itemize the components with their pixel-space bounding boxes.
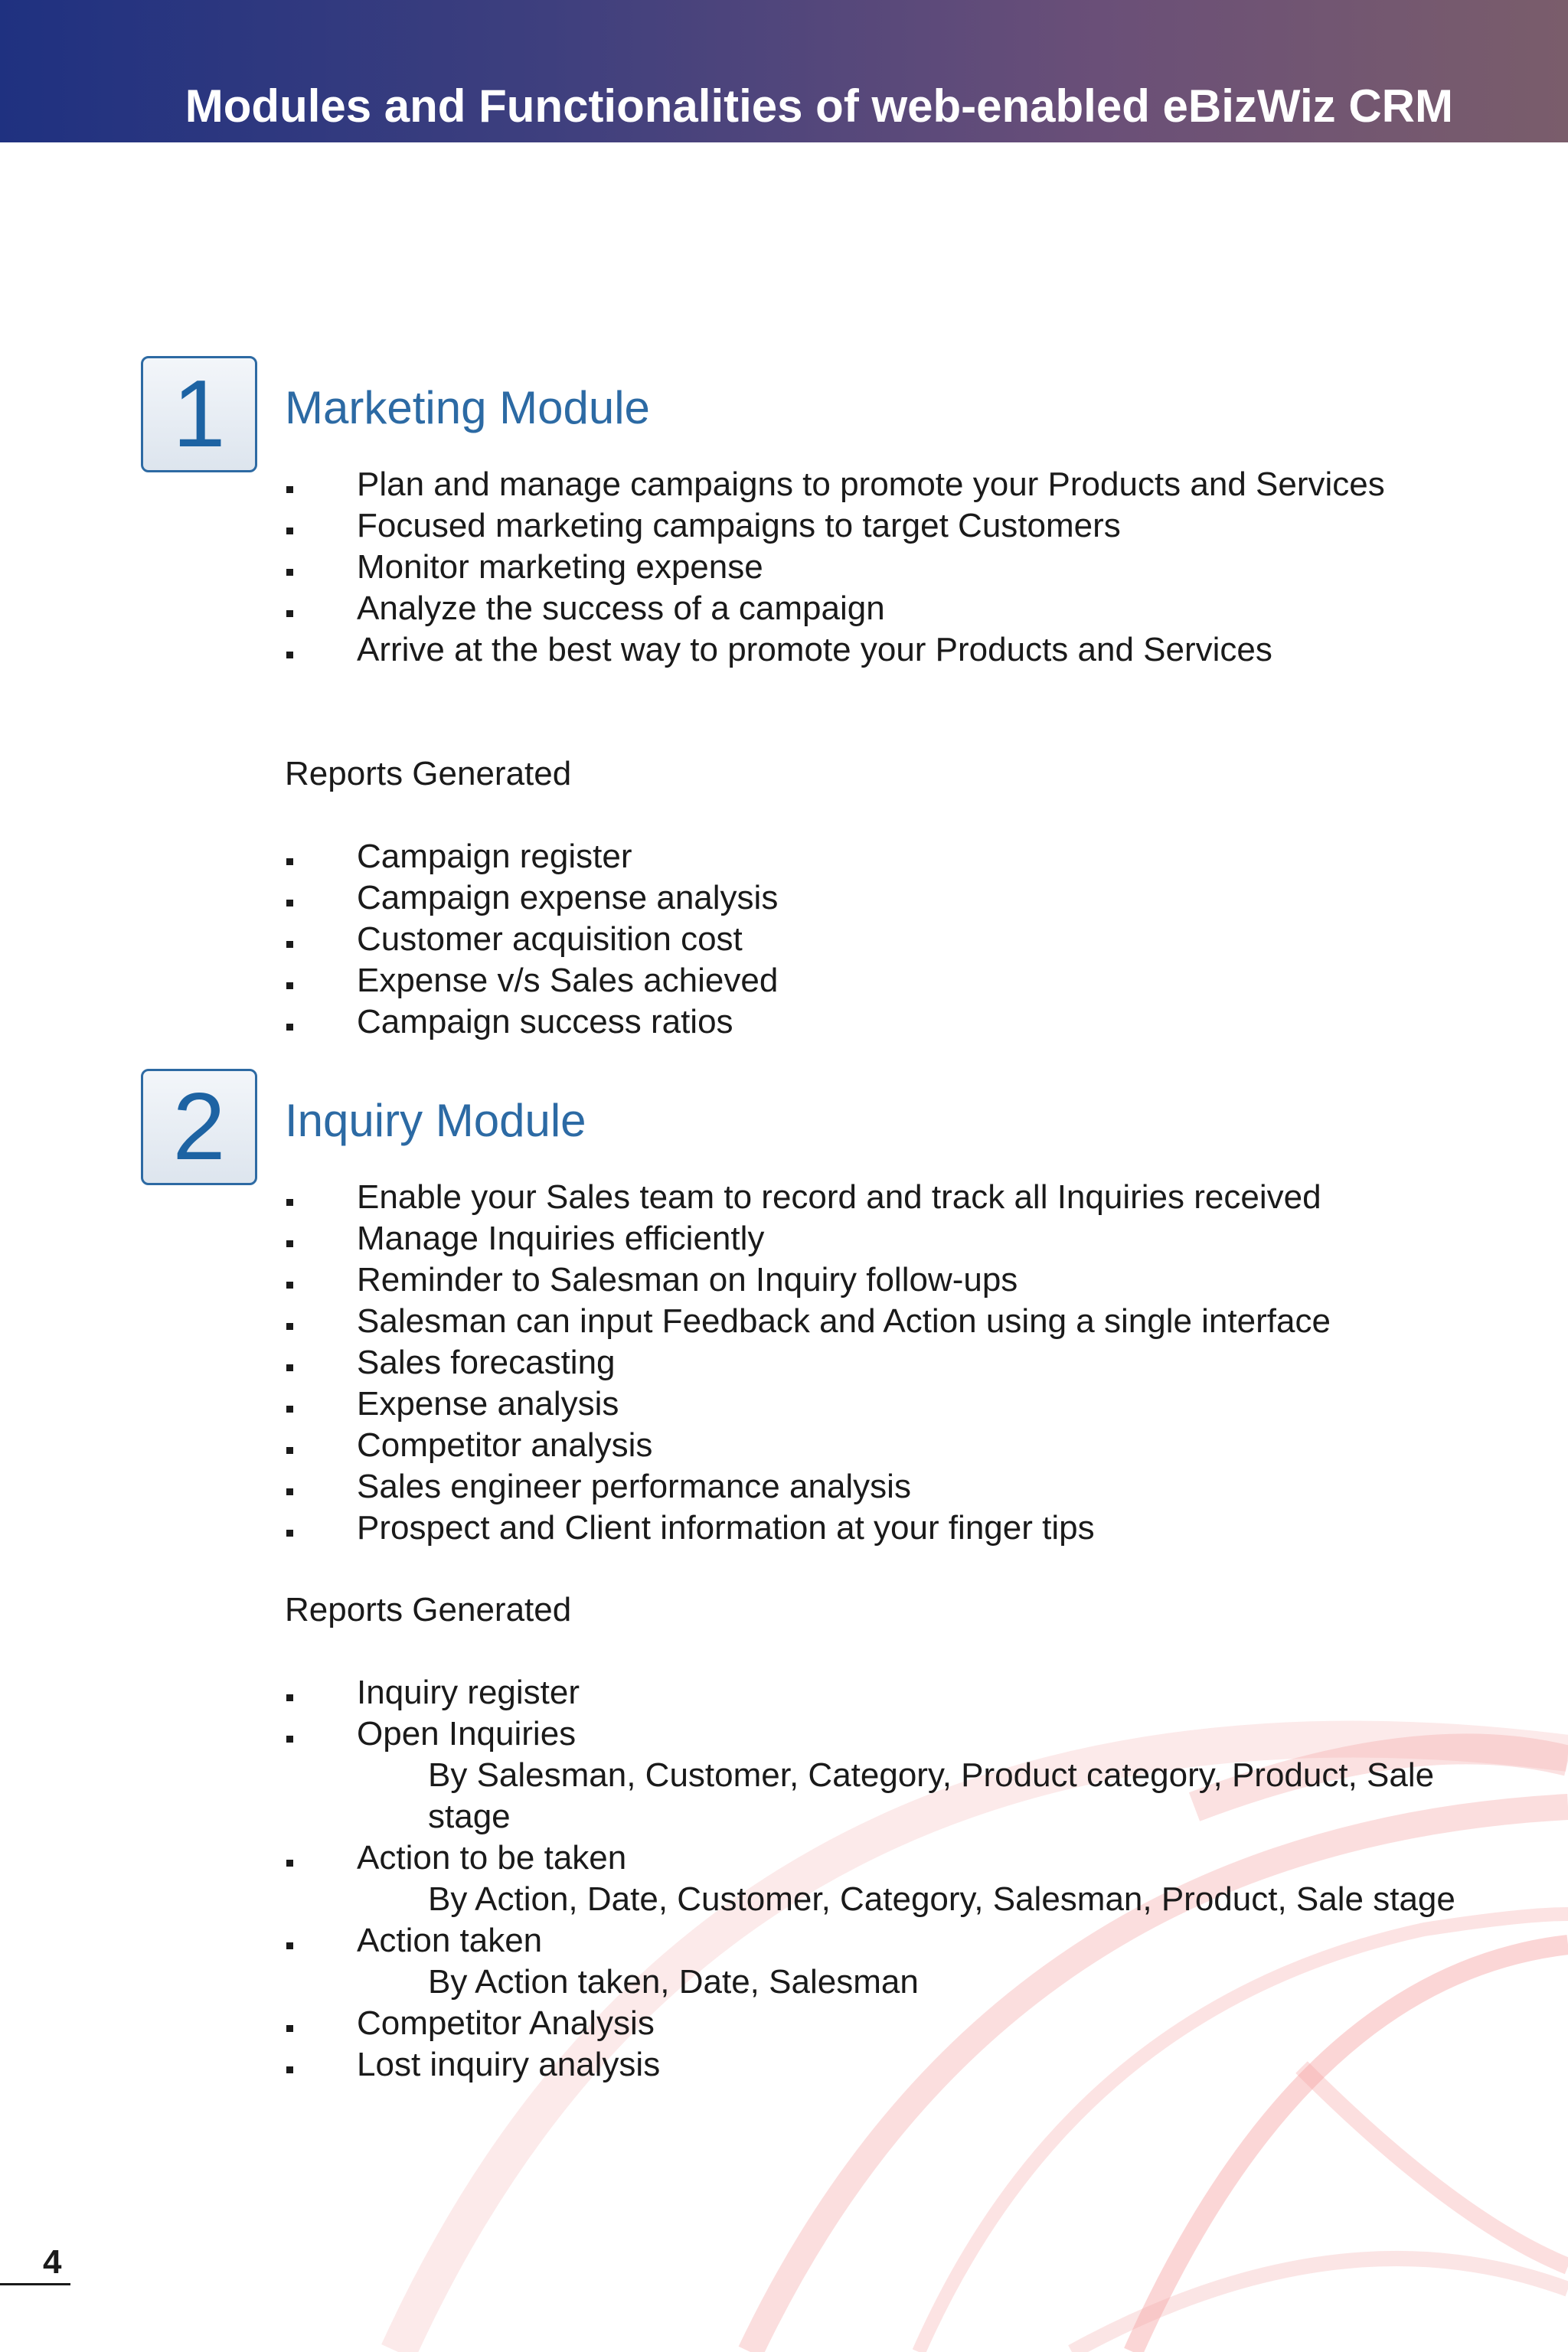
inquiry-features	[285, 1177, 1510, 1549]
bullet-icon	[286, 652, 293, 658]
list-item: Prospect and Client information at your finger tips	[285, 1508, 1510, 1549]
list-item: Monitor marketing expense	[285, 547, 1510, 588]
list-item: Reminder to Salesman on Inquiry follow-ups	[285, 1259, 1510, 1301]
bullet-icon	[286, 1530, 293, 1537]
page-title: Modules and Functionalities of web-enabled eBizWiz CRM	[185, 80, 1453, 132]
list-item: Inquiry register	[285, 1672, 1510, 1713]
inquiry-module-header	[141, 1069, 1519, 1185]
list-item: Competitor analysis	[285, 1425, 1510, 1466]
list-item: Customer acquisition cost	[285, 919, 1510, 960]
bullet-icon	[286, 1736, 293, 1743]
list-item: Competitor Analysis	[285, 2003, 1510, 2044]
bullet-icon	[286, 1860, 293, 1867]
bullet-icon	[286, 1447, 293, 1454]
list-item: Salesman can input Feedback and Action using a single interface	[285, 1301, 1510, 1342]
report-detail: By Action taken, Date, Salesman	[428, 1963, 919, 2001]
bullet-icon	[286, 1240, 293, 1247]
bullet-icon	[286, 2066, 293, 2073]
list-item: Open Inquiries By Salesman, Customer, Category, Product category, Product, Sale stage	[285, 1713, 1510, 1838]
module-title: Inquiry Module	[285, 1095, 586, 1146]
bullet-icon	[286, 900, 293, 906]
bullet-icon	[286, 569, 293, 576]
list-item: Expense analysis	[285, 1383, 1510, 1425]
bullet-icon	[286, 1024, 293, 1031]
list-item: Campaign register	[285, 836, 1510, 877]
module-title: Marketing Module	[285, 382, 650, 433]
list-item: Manage Inquiries efficiently	[285, 1218, 1510, 1259]
page-number: 4	[43, 2243, 62, 2281]
bullet-icon	[286, 982, 293, 989]
bullet-icon	[286, 2025, 293, 2032]
marketing-features	[285, 464, 1510, 671]
bullet-icon	[286, 1199, 293, 1206]
list-item: Lost inquiry analysis	[285, 2044, 1510, 2086]
bullet-icon	[286, 1694, 293, 1701]
list-item: Expense v/s Sales achieved	[285, 960, 1510, 1001]
inquiry-reports	[285, 1589, 1510, 2086]
marketing-module-header	[141, 356, 1519, 472]
header-banner	[0, 0, 1568, 142]
bullet-icon	[286, 1282, 293, 1289]
list-item: Plan and manage campaigns to promote your Products and Services	[285, 464, 1510, 505]
list-item: Action taken By Action taken, Date, Salesman	[285, 1920, 1510, 2003]
list-item: Enable your Sales team to record and track all Inquiries received	[285, 1177, 1510, 1218]
list-item: Campaign success ratios	[285, 1001, 1510, 1043]
page-number-rule	[0, 2283, 70, 2285]
module-number-badge: 1	[141, 356, 257, 472]
reports-heading: Reports Generated	[285, 1591, 572, 1628]
bullet-icon	[286, 528, 293, 534]
report-detail: By Salesman, Customer, Category, Product category, Product, Sale stage	[428, 1756, 1435, 1835]
bullet-icon	[286, 1488, 293, 1495]
list-item: Sales engineer performance analysis	[285, 1466, 1510, 1508]
list-item: Focused marketing campaigns to target Customers	[285, 505, 1510, 547]
bullet-icon	[286, 1364, 293, 1371]
report-detail: By Action, Date, Customer, Category, Salesman, Product, Sale stage	[428, 1880, 1455, 1918]
list-item: Sales forecasting	[285, 1342, 1510, 1383]
list-item: Action to be taken By Action, Date, Customer, Category, Salesman, Product, Sale stage	[285, 1838, 1510, 1920]
bullet-icon	[286, 1323, 293, 1330]
module-number-badge: 2	[141, 1069, 257, 1185]
bullet-icon	[286, 610, 293, 617]
list-item: Arrive at the best way to promote your Products and Services	[285, 629, 1510, 671]
list-item: Analyze the success of a campaign	[285, 588, 1510, 629]
marketing-reports	[285, 753, 1510, 1043]
reports-heading: Reports Generated	[285, 755, 572, 792]
bullet-icon	[286, 941, 293, 948]
bullet-icon	[286, 1942, 293, 1949]
bullet-icon	[286, 858, 293, 865]
list-item: Campaign expense analysis	[285, 877, 1510, 919]
bullet-icon	[286, 486, 293, 493]
bullet-icon	[286, 1406, 293, 1413]
